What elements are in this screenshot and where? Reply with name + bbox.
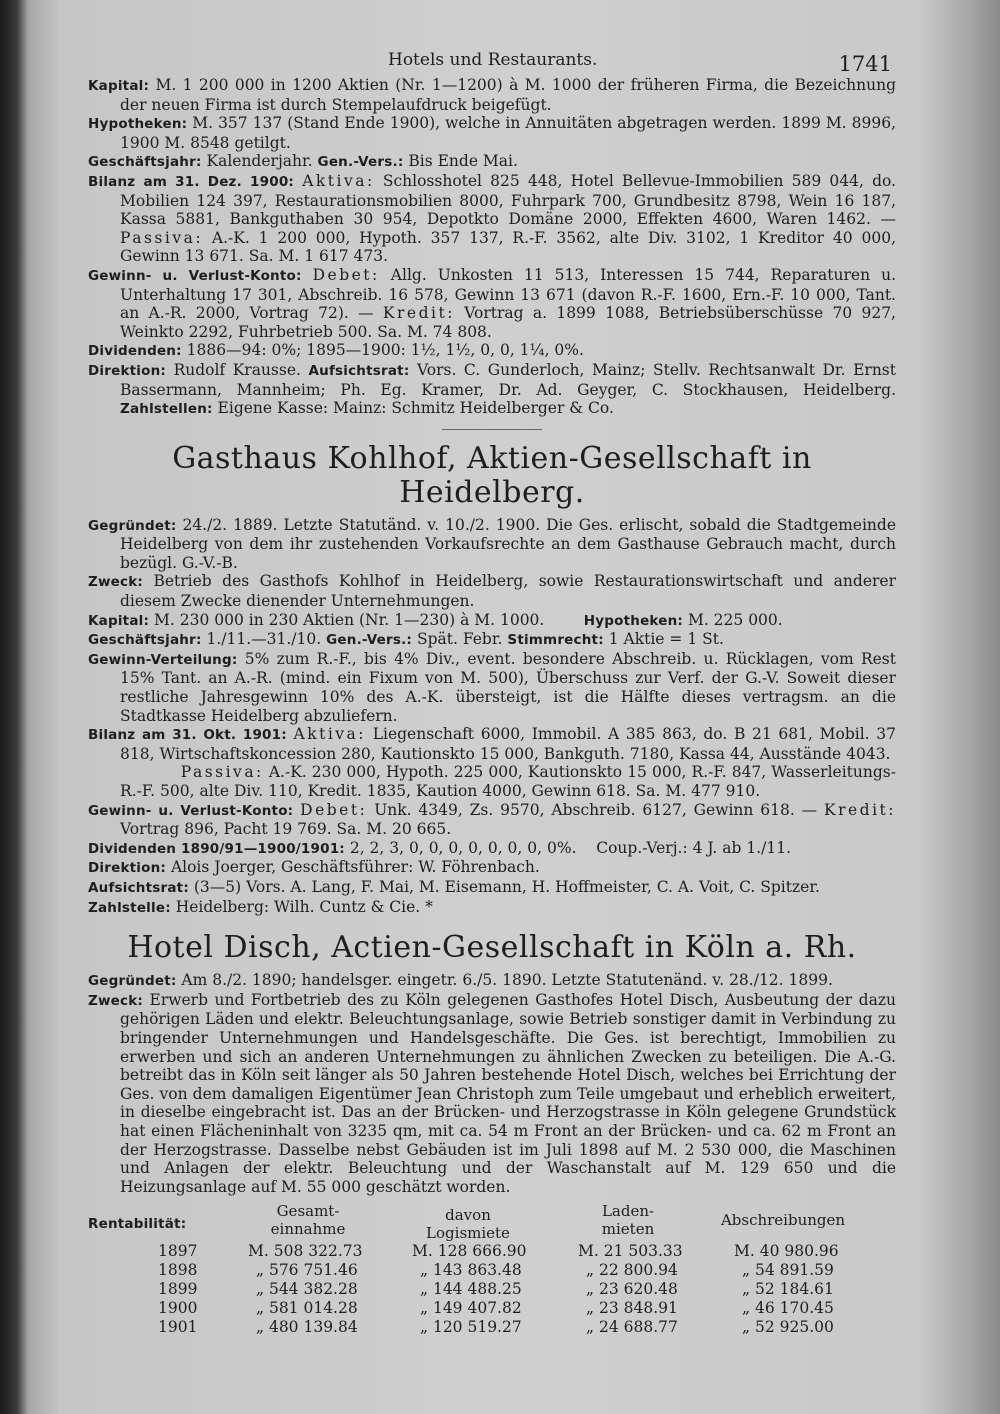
entry-label: Zahlstelle:	[88, 899, 171, 916]
entry-text: Vortrag 896, Pacht 19 769. Sa. M. 20 665.	[120, 820, 452, 839]
aktiva-label: Aktiva:	[302, 171, 375, 190]
cell-year: 1897	[158, 1242, 198, 1261]
entry-label: Kapital:	[88, 612, 150, 629]
entry-label: Geschäftsjahr:	[88, 154, 202, 171]
section-hotel-disch	[88, 930, 896, 1337]
page-content	[88, 40, 897, 1337]
debet-label: Debet:	[312, 265, 380, 284]
passiva-label: Passiva:	[180, 763, 264, 782]
entry-label: Aufsichtsrat:	[308, 362, 410, 379]
col-header-ladenmieten	[568, 1202, 688, 1238]
table-row	[88, 1242, 896, 1261]
entry-dividenden	[88, 341, 896, 361]
entry-text: A.-K. 230 000, Hypoth. 225 000, Kautionskto 15 000, R.-F. 847, Wasserleitungs-R.-F. 500, alte Div. 110, Kredit. 1835, Kaution 4000, Gewinn 618. Sa. M. 477 910.	[120, 763, 896, 800]
entry-kapital	[88, 76, 896, 114]
col-header-line: davon	[445, 1206, 491, 1225]
entry-geschaeftsjahr	[88, 152, 896, 172]
entry-label: Gegründet:	[88, 973, 177, 990]
entry-geschaeftsjahr	[88, 630, 896, 650]
entry-label: Kapital:	[88, 78, 150, 94]
entry-passiva	[88, 763, 896, 800]
entry-guv	[88, 266, 896, 341]
entry-label: Geschäftsjahr:	[88, 632, 202, 649]
running-head-title: Hotels und Restaurants.	[388, 50, 598, 70]
entry-label: Gewinn-Verteilung:	[88, 651, 238, 668]
cell-ladenmieten: M. 21 503.33	[578, 1242, 683, 1261]
col-header-logismiete	[398, 1206, 538, 1242]
cell-logismiete: „ 143 863.48	[420, 1261, 522, 1280]
page-number: 1741	[838, 52, 892, 76]
cell-gesamteinnahme: „ 576 751.46	[256, 1261, 358, 1280]
entry-direktion	[88, 858, 896, 878]
entry-label: Hypotheken:	[583, 612, 684, 629]
entry-text: Schlosshotel 825 448, Hotel Bellevue-Immobilien 589 044, do. Mobilien 124 397, Restaurationsmobilien 8000, Fuhrpark 700, Grundbesitz 8798, Wein 16 187, Kassa 5881, Bankguthaben 30 954, Depotkto Domäne 2000, Effekten 4600, Waren 1462. —	[120, 171, 896, 229]
entry-text: Unk. 4349, Zs. 9570, Abschreib. 6127, Gewinn 618. —	[374, 800, 818, 819]
cell-abschreibungen: „ 52 925.00	[742, 1318, 834, 1337]
entry-text: 5% zum R.-F., bis 4% Div., event. besondere Abschreib. u. Rücklagen, vom Rest 15% Tant. an A.-R. (mind. ein Fixum von M. 500), Überschuss zur Verf. der G.-V. Soweit dieser restliche Jahresgewinn 10% des A.-K. übersteigt, ist die Hälfte dieses vertragsm. an die Stadtkasse Heidelberg abzuliefern.	[120, 649, 896, 725]
entry-zweck	[88, 991, 896, 1197]
cell-year: 1900	[158, 1299, 198, 1318]
entry-bilanz	[88, 725, 896, 763]
kredit-label: Kredit:	[824, 800, 897, 819]
entry-label: Hypotheken:	[88, 116, 188, 133]
cell-gesamteinnahme: „ 544 382.28	[256, 1280, 358, 1299]
entry-gegruendet	[88, 516, 896, 573]
entry-label: Gen.-Vers.:	[317, 154, 404, 171]
rentabilitaet-table	[88, 1202, 896, 1337]
col-header-line: Gesamt-	[276, 1202, 340, 1221]
entry-text: Liegenschaft 6000, Immobil. A 385 863, do. B 21 681, Mobil. 37 818, Wirtschaftskoncession 280, Kautionskto 15 000, Bankguth. 7180, Kassa 44, Ausstände 4043.	[120, 725, 896, 763]
cell-abschreibungen: „ 52 184.61	[742, 1280, 834, 1299]
entry-text: Am 8./2. 1890; handelsger. eingetr. 6./5. 1890. Letzte Statutenänd. v. 28./12. 1899.	[181, 971, 833, 990]
entry-label: Gen.-Vers.:	[326, 632, 413, 649]
company-title: Gasthaus Kohlhof, Aktien-Gesellschaft in Heidelberg.	[172, 440, 812, 510]
entry-label: Direktion:	[88, 362, 166, 379]
cell-logismiete: „ 149 407.82	[420, 1299, 522, 1318]
col-header-gesamteinnahme	[238, 1202, 378, 1238]
cell-year: 1899	[158, 1280, 198, 1299]
rentabilitaet-label: Rentabilität:	[88, 1216, 187, 1233]
entry-text: 1886—94: 0%; 1895—1900: 1½, 1½, 0, 0, 1¼, 0%.	[186, 341, 584, 360]
col-header-line: Logismiete	[426, 1224, 510, 1243]
passiva-label: Passiva:	[120, 228, 204, 247]
section-continued-company	[88, 76, 896, 419]
cell-gesamteinnahme: M. 508 322.73	[248, 1242, 363, 1261]
entry-text: Rudolf Krausse.	[173, 360, 301, 379]
kredit-label: Kredit:	[382, 304, 455, 323]
cell-logismiete: M. 128 666.90	[412, 1242, 527, 1261]
section-divider	[442, 429, 542, 430]
entry-zahlstelle	[88, 898, 896, 918]
entry-aufsichtsrat	[88, 878, 896, 898]
entry-text: 1 Aktie = 1 St.	[608, 630, 724, 649]
entry-hypotheken	[88, 114, 896, 152]
entry-text: Eigene Kasse: Mainz: Schmitz Heidelberger & Co.	[217, 399, 614, 418]
entry-label: Bilanz am 31. Okt. 1901:	[88, 727, 287, 744]
company-title: Hotel Disch, Actien-Gesellschaft in Köln a. Rh.	[127, 930, 857, 966]
table-row	[88, 1280, 896, 1299]
entry-label: Gewinn- u. Verlust-Konto:	[88, 802, 294, 819]
entry-label: Aufsichtsrat:	[88, 879, 189, 896]
table-row	[88, 1318, 896, 1337]
entry-text: 24./2. 1889. Letzte Statutänd. v. 10./2. 1900. Die Ges. erlischt, sobald die Stadtgemeinde Heidelberg von dem ihr zustehenden Vorkaufsrechte an dem Gasthause Gebrauch macht, durch bezügl. G.-V.-B.	[120, 515, 896, 572]
cell-year: 1901	[158, 1318, 198, 1337]
running-head	[88, 40, 896, 76]
col-header-line: einnahme	[270, 1220, 346, 1239]
cell-ladenmieten: „ 23 620.48	[586, 1280, 678, 1299]
entry-zweck	[88, 572, 896, 610]
entry-label: Direktion:	[88, 860, 166, 877]
entry-gewinn-verteilung	[88, 650, 896, 725]
cell-abschreibungen: „ 46 170.45	[742, 1299, 834, 1318]
aktiva-label: Aktiva:	[293, 725, 367, 744]
entry-direktion	[88, 361, 896, 419]
entry-label: Zweck:	[88, 992, 143, 1009]
cell-ladenmieten: „ 23 848.91	[586, 1299, 678, 1318]
entry-text: 1./11.—31./10.	[206, 630, 322, 649]
coupon-text: Coup.-Verj.: 4 J. ab 1./11.	[596, 838, 792, 857]
entry-label: Stimmrecht:	[507, 632, 604, 649]
entry-label: Bilanz am 31. Dez. 1900:	[88, 173, 295, 190]
entry-text: Betrieb des Gasthofs Kohlhof in Heidelberg, sowie Restaurationswirtschaft und anderer diesem Zwecke dienender Unternehmungen.	[120, 572, 896, 611]
entry-label: Gewinn- u. Verlust-Konto:	[88, 267, 302, 284]
cell-ladenmieten: „ 22 800.94	[586, 1261, 678, 1280]
entry-label: Dividenden:	[88, 343, 182, 360]
entry-text: M. 357 137 (Stand Ende 1900), welche in Annuitäten abgetragen werden. 1899 M. 8996, 1900 M. 8548 getilgt.	[120, 114, 896, 152]
table-row	[88, 1261, 896, 1280]
entry-dividenden	[88, 839, 896, 859]
entry-text: Vors. C. Gunderloch, Mainz; Stellv. Rechtsanwalt Dr. Ernst Bassermann, Mannheim; Ph. Eg. Kramer, Dr. Ad. Geyger, C. Stockhausen, Heidelberg.	[120, 360, 896, 399]
entry-text: Kalenderjahr.	[206, 152, 313, 171]
entry-guv	[88, 801, 896, 839]
entry-text: M. 230 000 in 230 Aktien (Nr. 1—230) à M. 1000.	[154, 610, 545, 629]
entry-kapital	[88, 611, 896, 631]
entry-text: A.-K. 1 200 000, Hypoth. 357 137, R.-F. 3562, alte Div. 3102, 1 Kreditor 40 000, Gewinn 13 671. Sa. M. 1 617 473.	[120, 228, 896, 266]
entry-text: M. 1 200 000 in 1200 Aktien (Nr. 1—1200) à M. 1000 der früheren Firma, die Bezeichnung der neuen Firma ist durch Stempelaufdruck beigefügt.	[120, 76, 896, 114]
col-header-abschreibungen	[708, 1211, 858, 1229]
entry-gegruendet	[88, 971, 896, 991]
entry-text: 2, 2, 3, 0, 0, 0, 0, 0, 0, 0, 0%.	[349, 838, 577, 857]
cell-ladenmieten: „ 24 688.77	[586, 1318, 678, 1337]
cell-gesamteinnahme: „ 581 014.28	[256, 1299, 358, 1318]
entry-text: Bis Ende Mai.	[408, 152, 518, 171]
cell-abschreibungen: „ 54 891.59	[742, 1261, 834, 1280]
cell-logismiete: „ 120 519.27	[420, 1318, 522, 1337]
cell-year: 1898	[158, 1261, 198, 1280]
section-gasthaus-kohlhof	[88, 442, 896, 917]
col-header-line: mieten	[601, 1220, 655, 1239]
entry-label: Dividenden 1890/91—1900/1901:	[88, 840, 345, 857]
entry-text: Spät. Febr.	[416, 630, 503, 649]
entry-text: Vortrag a. 1899 1088, Betriebsüberschüsse 70 927, Weinkto 2292, Fuhrbetrieb 500. Sa. M. 74 808.	[120, 304, 896, 341]
col-header-line: Laden-	[601, 1202, 655, 1221]
entry-text: (3—5) Vors. A. Lang, F. Mai, M. Eisemann, H. Hoffmeister, C. A. Voit, C. Spitzer.	[193, 877, 820, 896]
col-header-line: Abschreibungen	[720, 1211, 846, 1230]
entry-label: Zahlstellen:	[120, 401, 213, 418]
entry-text: Heidelberg: Wilh. Cuntz & Cie. *	[175, 897, 433, 916]
cell-gesamteinnahme: „ 480 139.84	[256, 1318, 358, 1337]
entry-text: Allg. Unkosten 11 513, Interessen 15 744, Reparaturen u. Unterhaltung 17 301, Abschreib. 16 578, Gewinn 13 671 (davon R.-F. 1600, Ern.-F. 10 000, Tant. an A.-R. 2000, Vortrag 72). —	[120, 265, 896, 323]
table-row	[88, 1299, 896, 1318]
debet-label: Debet:	[300, 800, 368, 819]
entry-text: Erwerb und Fortbetrieb des zu Köln gelegenen Gasthofes Hotel Disch, Ausbeutung der dazu gehörigen Läden und elektr. Beleuchtungsanlage, sowie Betrieb sonstiger damit in Verbindung zu bringender Unternehmungen und Handelsgeschäfte. Die Ges. ist berechtigt, Immobilien zu erwerben und sich an anderen Unternehmungen zu ähnlichen Zwecken zu beteiligen. Die A.-G. betreibt das in Köln seit länger als 50 Jahren bestehende Hotel Disch, welches bei Errichtung der Ges. von dem damaligen Eigentümer Jean Christoph zum Teile umgebaut und erheblich erweitert, in dieselbe eingebracht ist. Das an der Brücken- und Herzogstrasse in Köln gelegene Grundstück hat einen Flächeninhalt von 3235 qm, mit ca. 54 m Front an der Brücken- und ca. 62 m Front an der Herzogstrasse. Dasselbe nebst Gebäuden ist im Juli 1898 auf M. 2 530 000, die Maschinen und Anlagen der elektr. Beleuchtung und der Waschanstalt auf M. 129 650 und die Heizungsanlage auf M. 55 000 geschätzt worden.	[120, 990, 896, 1196]
page-edge-shadow	[0, 0, 28, 1414]
cell-abschreibungen: M. 40 980.96	[734, 1242, 839, 1261]
entry-label: Gegründet:	[88, 517, 177, 534]
cell-logismiete: „ 144 488.25	[420, 1280, 522, 1299]
entry-text: Alois Joerger, Geschäftsführer: W. Föhrenbach.	[170, 858, 540, 877]
entry-bilanz	[88, 172, 896, 266]
entry-text: M. 225 000.	[687, 610, 783, 629]
entry-label: Zweck:	[88, 574, 143, 591]
